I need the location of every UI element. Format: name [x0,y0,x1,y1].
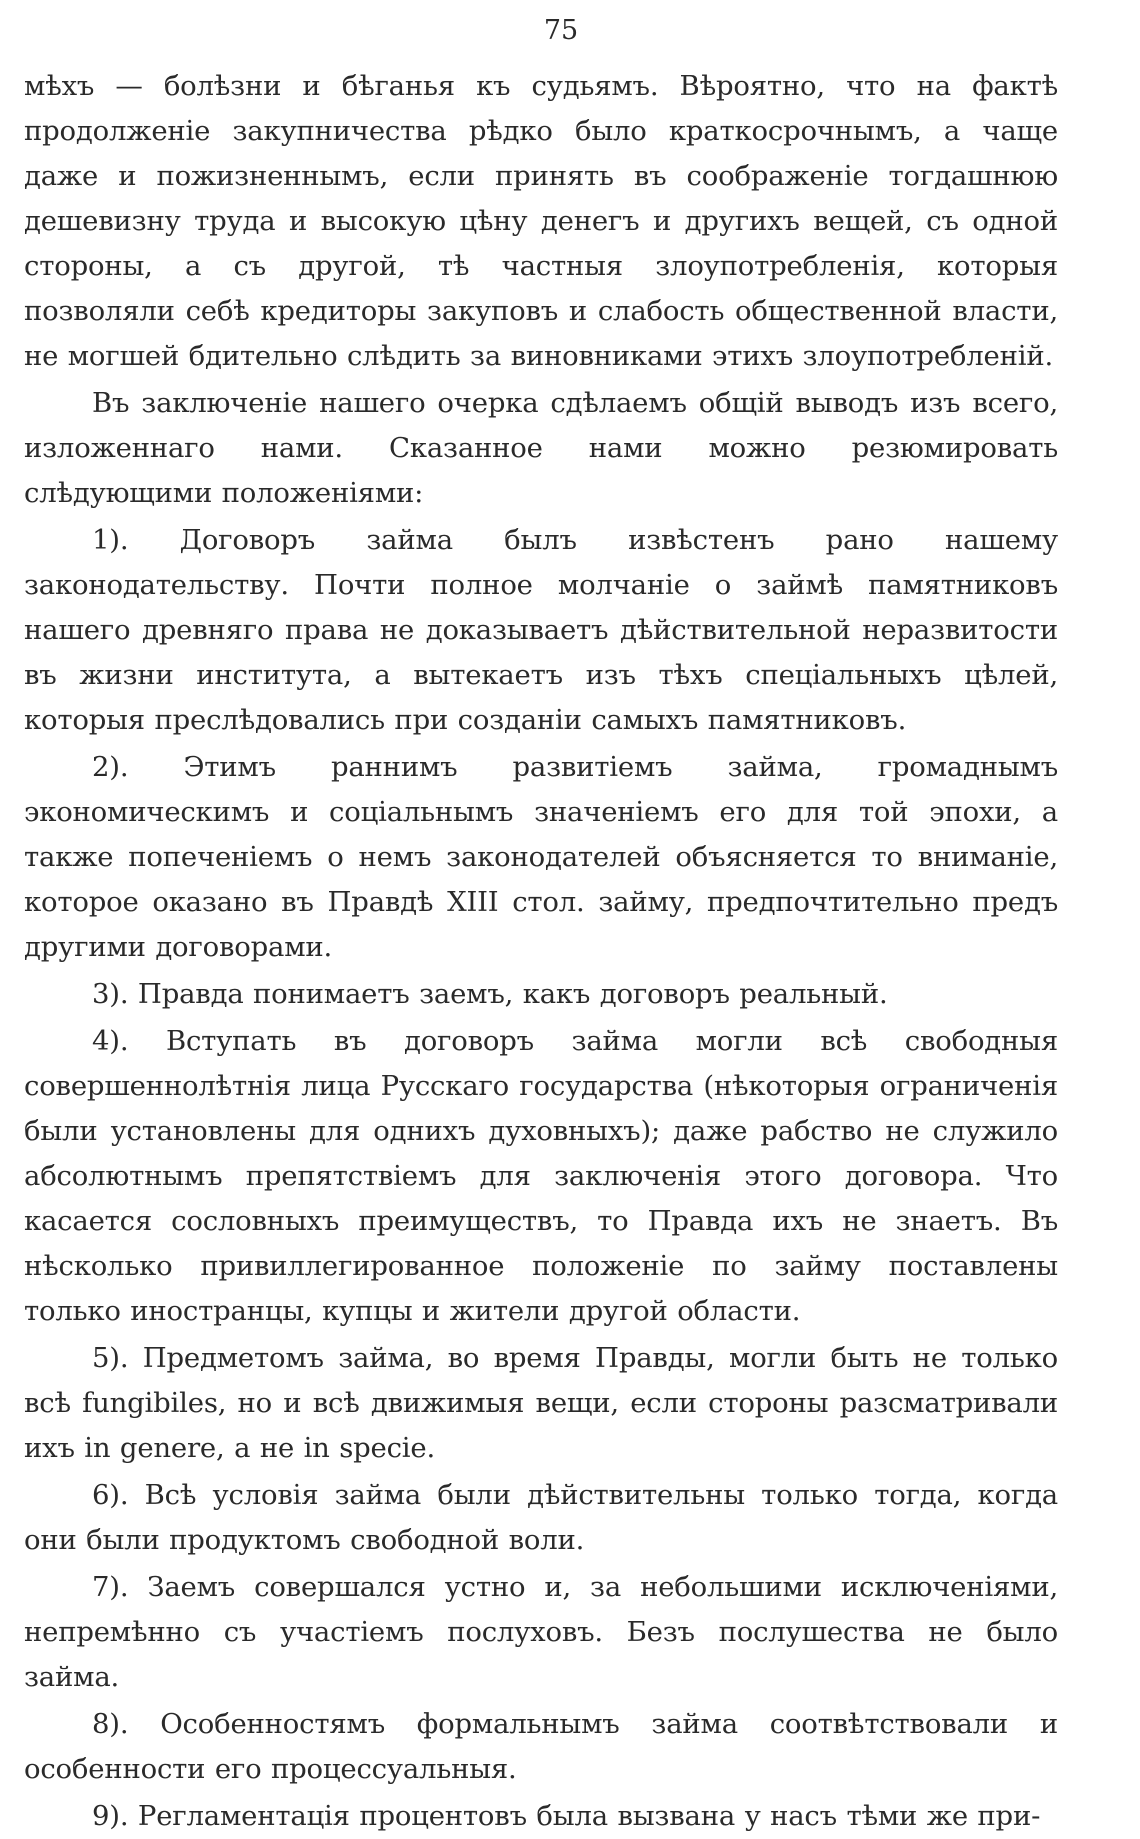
paragraph-conclusion-intro [24,381,1058,516]
paragraph-text: Заемъ совершался устно и, за небольшими исключеніями, непремѣнно съ участіемъ послуховъ. Безъ послушества не было займа. [24,1571,1058,1693]
paragraph-point-5 [24,1336,1058,1471]
point-number: 7). [92,1571,129,1603]
paragraph-point-4 [24,1019,1058,1334]
paragraph-text: Вступать въ договоръ займа могли всѣ свободныя совершеннолѣтнія лица Русскаго государства (нѣкоторыя ограниченія были установлены для однихъ духовныхъ); даже рабство не служило абсолютнымъ препятствіемъ для заключенія этого договора. Что касается сословныхъ преимуществъ, то Правда ихъ не знаетъ. Въ нѣсколько привиллегированное положеніе по займу поставлены только иностранцы, купцы и жители другой области. [24,1025,1058,1327]
paragraph-point-8 [24,1702,1058,1792]
point-number: 9). [92,1800,129,1832]
paragraph-text: Всѣ условія займа были дѣйствительны только тогда, когда они были продуктомъ свободной воли. [24,1479,1058,1556]
paragraph-text: Этимъ раннимъ развитіемъ займа, громаднымъ экономическимъ и соціальнымъ значеніемъ его для той эпохи, а также попеченіемъ о немъ законодателей объясняется то вниманіе, которое оказано въ Правдѣ XIII стол. займу, предпочтительно предъ другими договорами. [24,751,1059,963]
paragraph-text: Договоръ займа былъ извѣстенъ рано нашему законодательству. Почти полное молчаніе о займѣ памятниковъ нашего древняго права не доказываетъ дѣйствительной неразвитости въ жизни института, а вытекаетъ изъ тѣхъ спеціальныхъ цѣлей, которыя преслѣдовались при созданіи самыхъ памятниковъ. [24,524,1058,736]
body-text [24,64,1058,1839]
paragraph-continuation [24,64,1058,379]
paragraph-point-9 [24,1794,1058,1839]
point-number: 5). [92,1342,129,1374]
point-number: 6). [92,1479,129,1511]
paragraph-point-2 [24,745,1058,970]
paragraph-text: Предметомъ займа, во время Правды, могли быть не только всѣ fungibiles, но и всѣ движимыя вещи, если стороны разсматривали ихъ in genere, а не in specie. [24,1342,1058,1464]
point-number: 8). [92,1708,129,1740]
point-number: 2). [92,751,129,783]
paragraph-point-6 [24,1473,1058,1563]
point-number: 4). [92,1025,129,1057]
paragraph-point-7 [24,1565,1058,1700]
paragraph-point-1 [24,518,1058,743]
paragraph-text: Въ заключеніе нашего очерка сдѣлаемъ общій выводъ изъ всего, изложеннаго нами. Сказанное нами можно резюмировать слѣдующими положеніями: [24,387,1058,509]
page-number: 75 [543,15,579,46]
paragraph-text: Особенностямъ формальнымъ займа соотвѣтствовали и особенности его процессуальныя. [24,1708,1058,1785]
paragraph-text: Регламентація процентовъ была вызвана у насъ тѣми же при- [137,1800,1041,1832]
point-number: 3). [92,978,129,1010]
paragraph-point-3 [24,972,1058,1017]
point-number: 1). [92,524,129,556]
paragraph-text: мѣхъ — болѣзни и бѣганья къ судьямъ. Вѣроятно, что на фактѣ продолженіе закупничества рѣдко было краткосрочнымъ, а чаще даже и пожизненнымъ, если принять въ соображеніе тогдашнюю дешевизну труда и высокую цѣну денегъ и другихъ вещей, съ одной стороны, а съ другой, тѣ частныя злоупотребленія, которыя позволяли себѣ кредиторы закуповъ и слабость общественной власти, не могшей бдительно слѣдить за виновниками этихъ злоупотребленій. [24,70,1058,372]
paragraph-text: Правда понимаетъ заемъ, какъ договоръ реальный. [137,978,888,1010]
